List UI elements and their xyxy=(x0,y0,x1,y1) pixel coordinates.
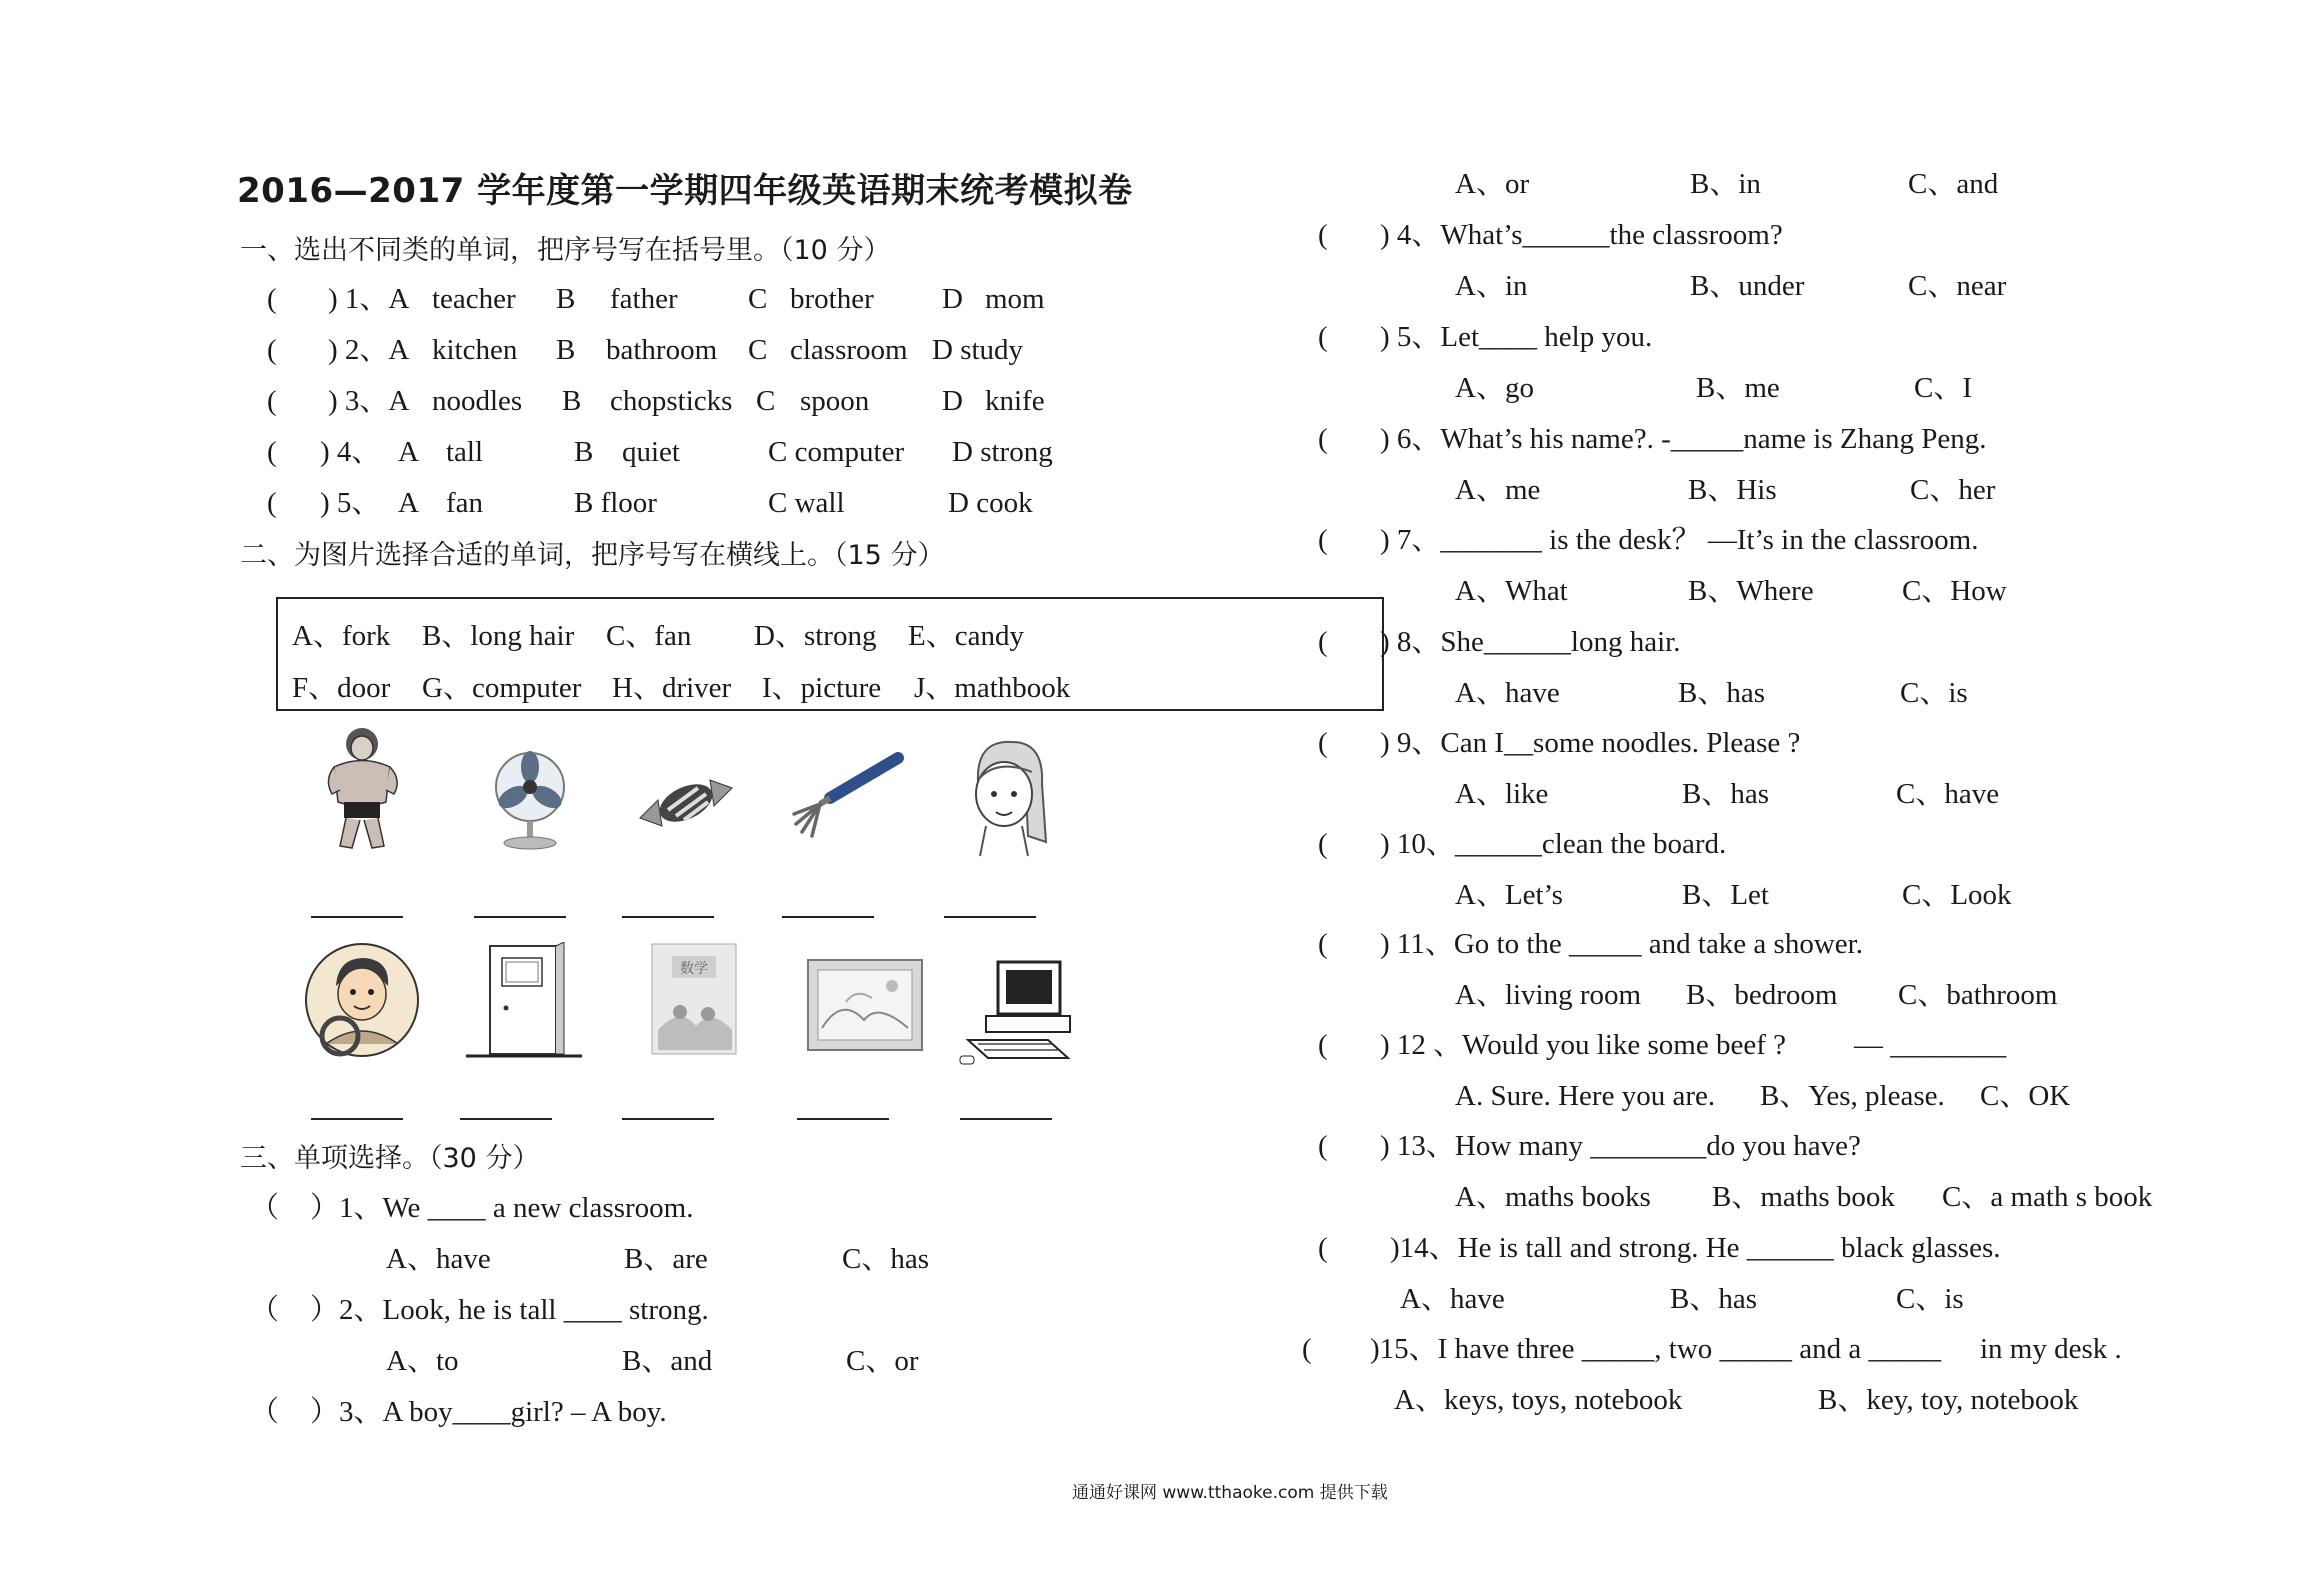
answer-option: C、I xyxy=(1914,372,1973,404)
paren: ( xyxy=(267,334,277,366)
option-word: D cook xyxy=(948,487,1033,519)
paren: ( xyxy=(1318,626,1328,658)
answer-option: C、is xyxy=(1896,1283,1964,1315)
question-text: ）2、Look, he is tall ____ strong. xyxy=(310,1294,709,1326)
option-letter: C xyxy=(748,283,768,315)
answer-option: A、have xyxy=(1400,1283,1505,1315)
option-word: chopsticks xyxy=(610,385,733,417)
paren: ( xyxy=(1318,828,1328,860)
question-text: )14、He is tall and strong. He ______ black glasses. xyxy=(1390,1232,2001,1264)
footer-credit: 通通好课网 www.tthaoke.com 提供下载 xyxy=(1072,1483,1388,1503)
answer-blank[interactable] xyxy=(311,916,403,918)
answer-option: B、has xyxy=(1682,778,1770,810)
option-word: brother xyxy=(790,283,874,315)
answer-option: C、is xyxy=(1900,677,1968,709)
electric-fan-picture xyxy=(485,745,575,855)
answer-option: C、OK xyxy=(1980,1080,2071,1112)
wrapped-candy-picture xyxy=(636,768,736,840)
question-text: ) 10、______clean the board. xyxy=(1380,828,1727,860)
answer-option: B、bedroom xyxy=(1686,979,1838,1011)
answer-option: B、are xyxy=(624,1243,708,1275)
option-word: bathroom xyxy=(606,334,718,366)
answer-blank[interactable] xyxy=(622,1118,714,1120)
answer-option: A、maths books xyxy=(1455,1181,1651,1213)
girl-long-hair-picture xyxy=(956,732,1056,858)
option-letter: D xyxy=(942,283,963,315)
answer-blank[interactable] xyxy=(944,916,1036,918)
paren: ( xyxy=(1318,423,1328,455)
answer-blank[interactable] xyxy=(782,916,874,918)
question-text: ) 9、Can I__some noodles. Please ? xyxy=(1380,727,1801,759)
question-text: in my desk . xyxy=(1980,1333,2122,1365)
answer-blank[interactable] xyxy=(797,1118,889,1120)
option-letter: A xyxy=(398,487,419,519)
question-text: ) 8、She______long hair. xyxy=(1380,626,1681,658)
answer-option: C、near xyxy=(1908,270,2007,302)
paren: （ xyxy=(250,1192,280,1224)
answer-option: B、Where xyxy=(1688,575,1814,607)
option-word: noodles xyxy=(432,385,523,417)
section2-heading: 二、为图片选择合适的单词，把序号写在横线上。（15 分） xyxy=(240,540,945,571)
paren: ( xyxy=(267,436,277,468)
answer-option: B、under xyxy=(1690,270,1805,302)
word-option: B、long hair xyxy=(422,620,575,652)
item-number: ) 5、 xyxy=(320,487,381,519)
paren: ( xyxy=(267,385,277,417)
door-picture xyxy=(466,942,586,1060)
option-word: fan xyxy=(446,487,484,519)
answer-option: A、keys, toys, notebook xyxy=(1394,1384,1683,1416)
paren: ( xyxy=(267,283,277,315)
paren: ( xyxy=(1318,928,1328,960)
answer-option: A、have xyxy=(1455,677,1560,709)
question-text: ）1、We ____ a new classroom. xyxy=(310,1192,694,1224)
section3-heading: 三、单项选择。（30 分） xyxy=(240,1143,540,1174)
section1-heading: 一、选出不同类的单词，把序号写在括号里。（10 分） xyxy=(240,235,891,266)
word-option: I、picture xyxy=(762,672,882,704)
word-option: A、fork xyxy=(292,620,391,652)
question-text: ) 11、Go to the _____ and take a shower. xyxy=(1380,928,1863,960)
answer-blank[interactable] xyxy=(311,1118,403,1120)
paren: ( xyxy=(1318,727,1328,759)
answer-option: A、have xyxy=(386,1243,491,1275)
framed-picture xyxy=(806,958,926,1056)
answer-option: B、has xyxy=(1670,1283,1758,1315)
answer-option: A、to xyxy=(386,1345,459,1377)
item-number: ) 4、 xyxy=(320,436,381,468)
svg-text:数学: 数学 xyxy=(680,961,708,977)
word-option: J、mathbook xyxy=(914,672,1071,704)
paren: （ xyxy=(250,1294,280,1326)
item-number: ) 2、A xyxy=(328,334,410,366)
paren: ( xyxy=(1318,1130,1328,1162)
item-number: ) 1、A xyxy=(328,283,410,315)
paren: （ xyxy=(250,1396,280,1428)
option-word: B floor xyxy=(574,487,657,519)
option-word: C wall xyxy=(768,487,845,519)
answer-option: B、key, toy, notebook xyxy=(1818,1384,2079,1416)
answer-option: C、and xyxy=(1908,168,1999,200)
answer-option: A、in xyxy=(1455,270,1528,302)
question-text: ) 4、What’s______the classroom? xyxy=(1380,219,1783,251)
option-word: C computer xyxy=(768,436,905,468)
answer-blank[interactable] xyxy=(474,916,566,918)
option-word: D study xyxy=(932,334,1024,366)
option-word: father xyxy=(610,283,678,315)
answer-option: C、has xyxy=(842,1243,930,1275)
answer-blank[interactable] xyxy=(622,916,714,918)
answer-blank[interactable] xyxy=(460,1118,552,1120)
option-letter: C xyxy=(748,334,768,366)
computer-picture xyxy=(958,960,1078,1066)
page-title: 2016—2017 学年度第一学期四年级英语期末统考模拟卷 xyxy=(237,171,1133,211)
question-text: )15、I have three _____, two _____ and a _____ xyxy=(1370,1333,1942,1365)
word-option: E、candy xyxy=(908,620,1024,652)
answer-option: B、me xyxy=(1696,372,1780,404)
answer-option: B、His xyxy=(1688,474,1777,506)
question-text: ) 6、What’s his name?. -_____name is Zhang Peng. xyxy=(1380,423,1987,455)
option-word: mom xyxy=(985,283,1045,315)
option-letter: B xyxy=(574,436,594,468)
answer-option: A、like xyxy=(1455,778,1549,810)
answer-option: C、a math s book xyxy=(1942,1181,2153,1213)
option-word: classroom xyxy=(790,334,908,366)
paren: ( xyxy=(1318,219,1328,251)
paren: ( xyxy=(267,487,277,519)
answer-option: C、How xyxy=(1902,575,2007,607)
item-number: ) 3、A xyxy=(328,385,410,417)
question-text: ) 7、_______ is the desk？ —It’s in the classroom. xyxy=(1380,524,1979,556)
option-word: teacher xyxy=(432,283,516,315)
answer-option: B、Let xyxy=(1682,879,1769,911)
option-letter: C xyxy=(756,385,776,417)
paren: ( xyxy=(1302,1333,1312,1365)
paren: ( xyxy=(1318,1029,1328,1061)
option-word: D strong xyxy=(952,436,1053,468)
word-option: G、computer xyxy=(422,672,582,704)
answer-option: A、What xyxy=(1455,575,1568,607)
answer-option: B、maths book xyxy=(1712,1181,1895,1213)
answer-option: B、in xyxy=(1690,168,1761,200)
fork-picture xyxy=(786,752,904,840)
option-word: kitchen xyxy=(432,334,518,366)
answer-option: C、or xyxy=(846,1345,919,1377)
option-letter: D xyxy=(942,385,963,417)
word-option: D、strong xyxy=(754,620,877,652)
option-letter: A xyxy=(398,436,419,468)
answer-option: A、go xyxy=(1455,372,1534,404)
option-word: tall xyxy=(446,436,484,468)
answer-option: A、living room xyxy=(1455,979,1642,1011)
question-text: ) 5、Let____ help you. xyxy=(1380,321,1653,353)
answer-option: A. Sure. Here you are. xyxy=(1455,1080,1716,1112)
option-letter: B xyxy=(562,385,582,417)
paren: ( xyxy=(1318,1232,1328,1264)
word-option: C、fan xyxy=(606,620,692,652)
strong-man-picture xyxy=(322,722,404,857)
answer-blank-text: — ________ xyxy=(1854,1029,2007,1061)
answer-option: C、bathroom xyxy=(1898,979,2058,1011)
option-letter: B xyxy=(556,283,576,315)
option-word: quiet xyxy=(622,436,680,468)
answer-option: C、Look xyxy=(1902,879,2012,911)
answer-option: B、and xyxy=(622,1345,713,1377)
answer-option: B、has xyxy=(1678,677,1766,709)
answer-option: A、or xyxy=(1455,168,1530,200)
answer-option: A、Let’s xyxy=(1455,879,1563,911)
question-text: ) 12 、Would you like some beef ? xyxy=(1380,1029,1786,1061)
driver-picture xyxy=(302,940,422,1060)
answer-option: C、her xyxy=(1910,474,1996,506)
question-text: ）3、A boy____girl? – A boy. xyxy=(310,1396,667,1428)
option-word: knife xyxy=(985,385,1045,417)
answer-blank[interactable] xyxy=(960,1118,1052,1120)
paren: ( xyxy=(1318,321,1328,353)
answer-option: B、Yes, please. xyxy=(1760,1080,1945,1112)
option-letter: B xyxy=(556,334,576,366)
word-option: F、door xyxy=(292,672,391,704)
answer-option: C、have xyxy=(1896,778,2000,810)
option-word: spoon xyxy=(800,385,870,417)
math-book-picture xyxy=(650,942,740,1056)
question-text: ) 13、How many ________do you have? xyxy=(1380,1130,1861,1162)
answer-option: A、me xyxy=(1455,474,1541,506)
word-option: H、driver xyxy=(612,672,732,704)
paren: ( xyxy=(1318,524,1328,556)
